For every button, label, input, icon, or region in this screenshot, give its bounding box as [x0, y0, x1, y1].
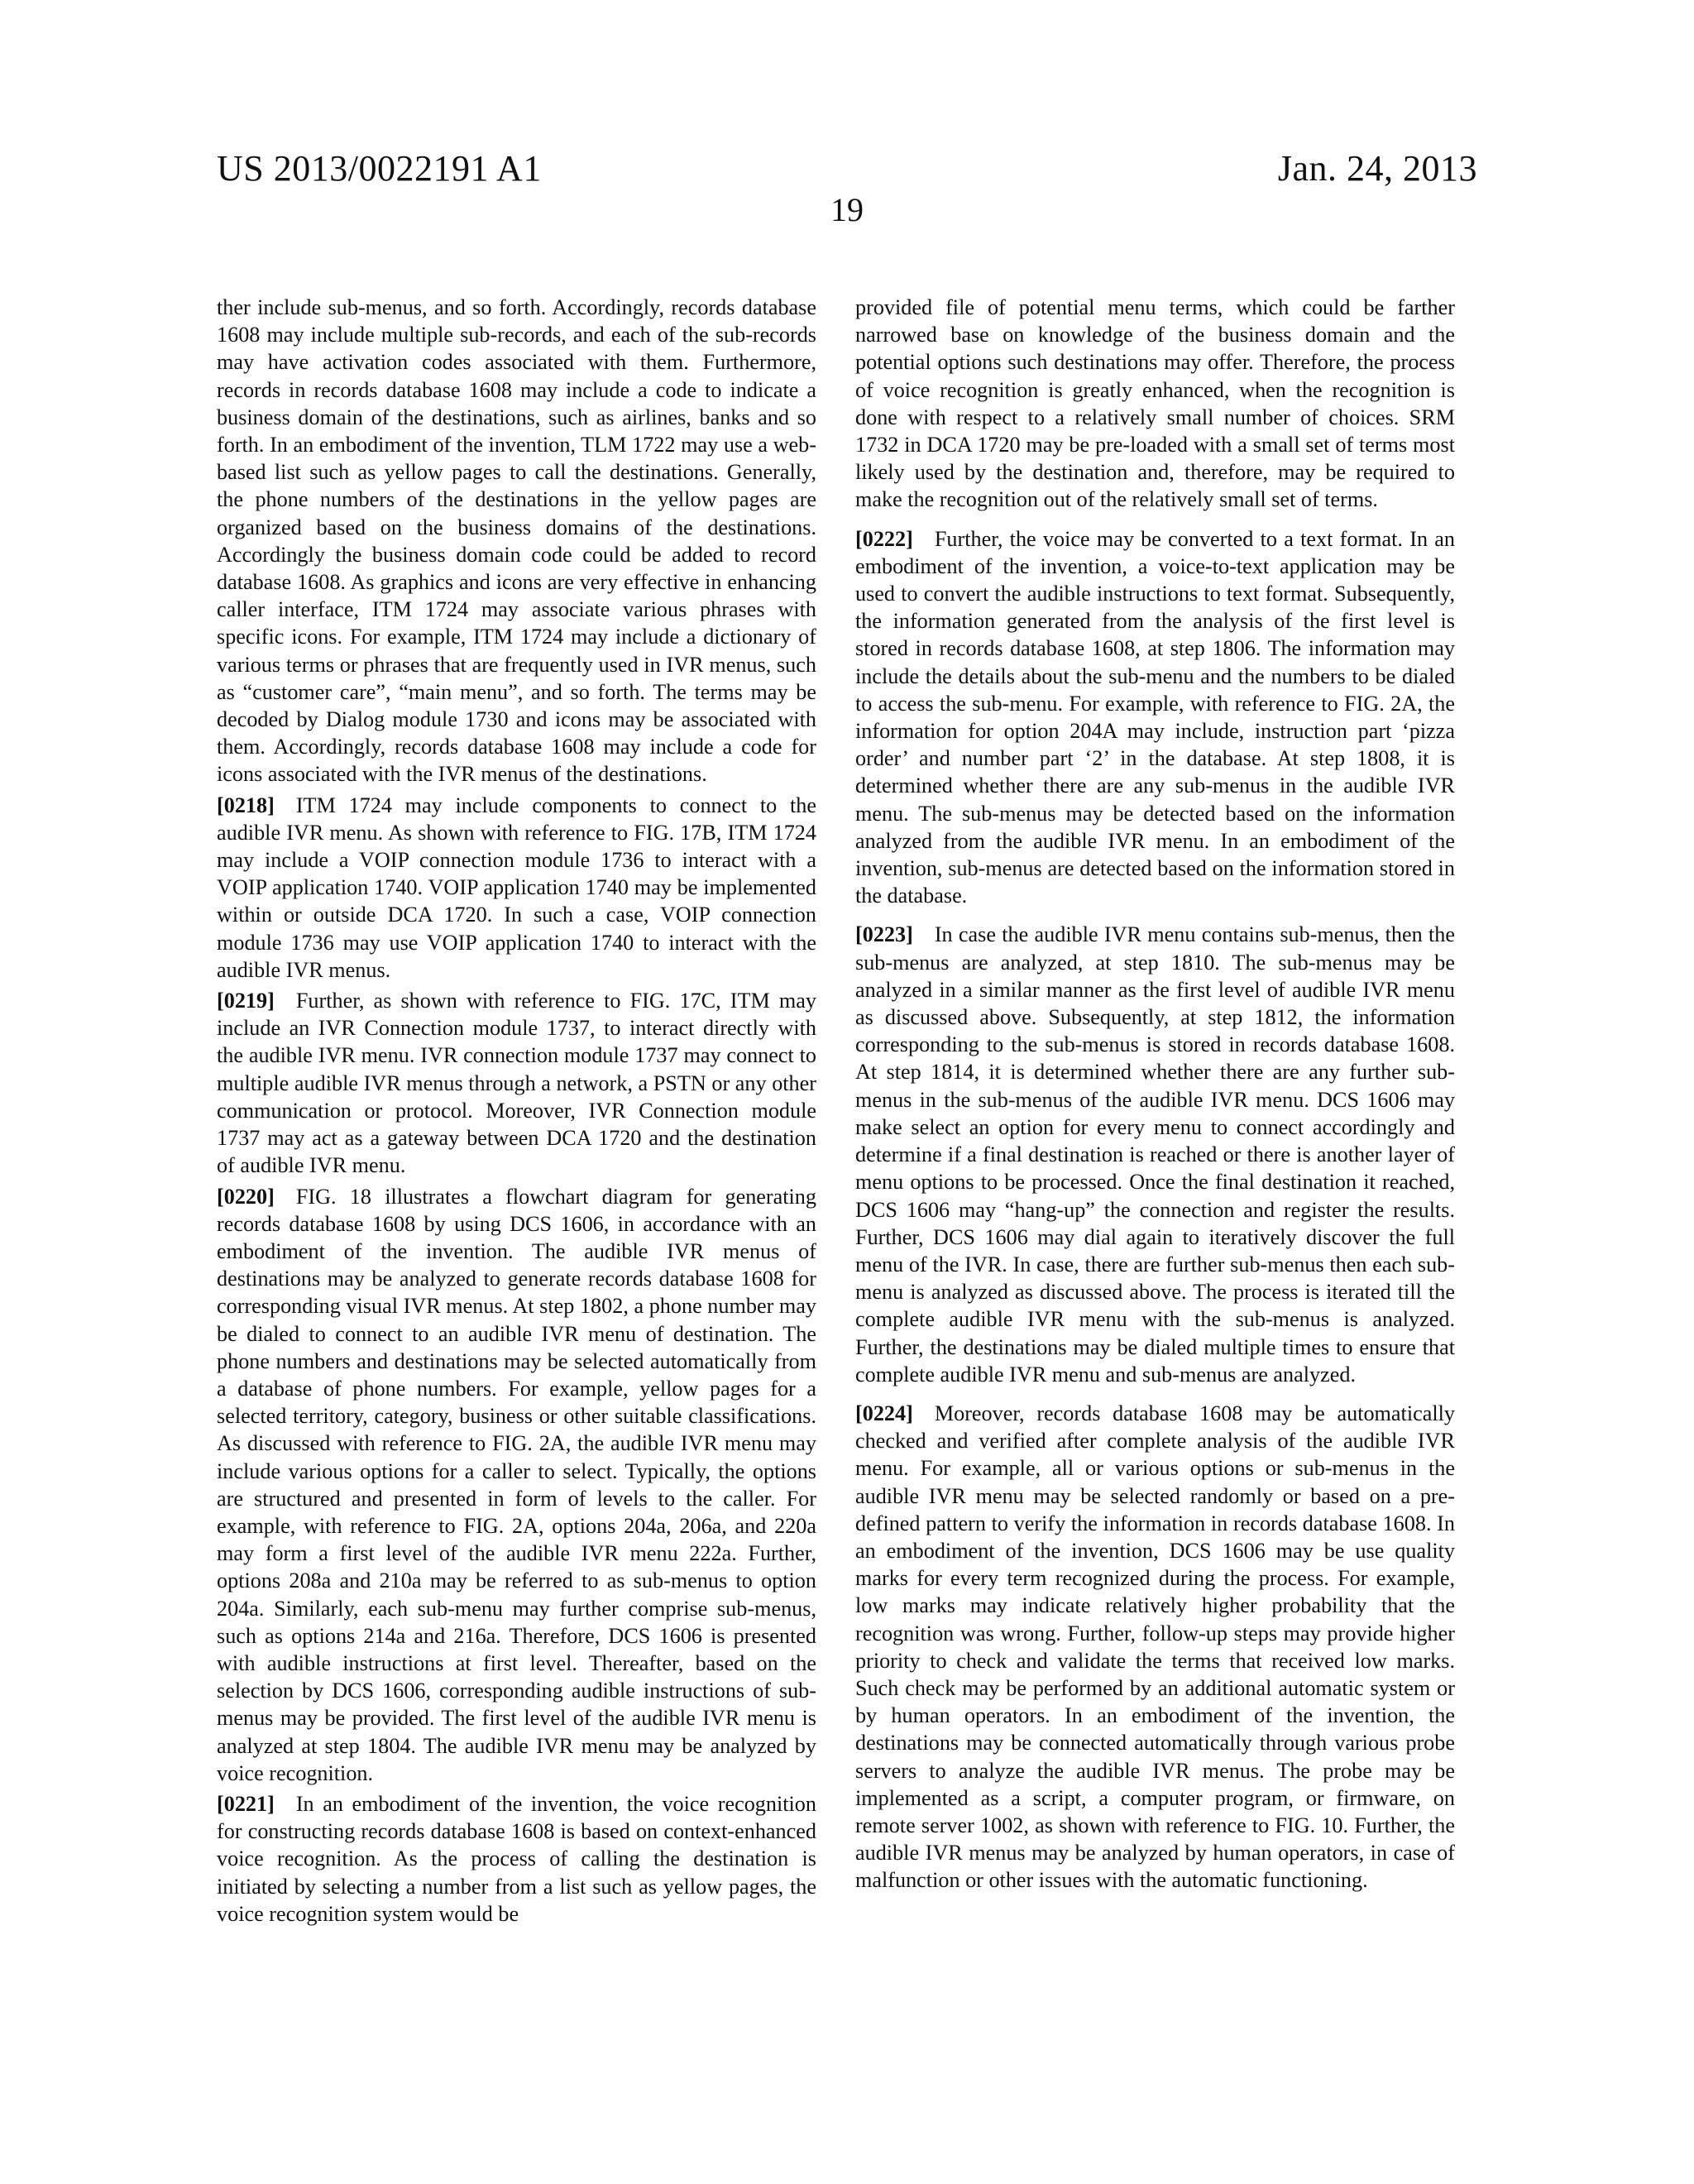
paragraph-text: ther include sub-menus, and so forth. Accordingly, records database 1608 may include multiple sub-records, and each of the sub-records may have activation codes associated with them. Furthermore, records in records database 1608 may include a code to indicate a business domain of the destinations, such as airlines, banks and so forth. In an embodiment of the invention, TLM 1722 may use a web-based list such as yellow pages to call the destinations. Generally, the phone numbers of the destinations in the yellow pages are organized based on the business domains of the destinations. Accordingly the business domain code could be added to record database 1608. As graphics and icons are very effective in enhancing caller interface, ITM 1724 may associate various phrases with specific icons. For example, ITM 1724 may include a dictionary of various terms or phrases that are frequently used in IVR menus, such as “customer care”, “main menu”, and so forth. The terms may be decoded by Dialog module 1730 and icons may be associated with them. Accordingly, records database 1608 may include a code for icons associated with the IVR menus of the destinations.: [217, 295, 816, 787]
paragraph-0222: [855, 525, 1455, 910]
paragraph-text: In case the audible IVR menu contains sub-menus, then the sub-menus are analyzed, at step 1810. The sub-menus may be analyzed in a similar manner as the first level of audible IVR menu as discussed above. Subsequently, at step 1812, the information corresponding to the sub-menus is stored in records database 1608. At step 1814, it is determined whether there are any further sub-menus in the sub-menus of the audible IVR menu. DCS 1606 may make select an option for every menu to connect accordingly and determine if a final destination is reached or there is another layer of menu options to be processed. Once the final destination it reached, DCS 1606 may “hang-up” the connection and register the results. Further, DCS 1606 may dial again to iteratively discover the full menu of the IVR. In case, there are further sub-menus then each sub-menu is analyzed as discussed above. The process is iterated till the complete audible IVR menu with the sub-menus is analyzed. Further, the destinations may be dialed multiple times to ensure that complete audible IVR menu and sub-menus are analyzed.: [855, 922, 1455, 1387]
paragraph-0221: [217, 1790, 816, 1928]
paragraph-number: [0223]: [855, 922, 913, 947]
page-header: [217, 147, 1477, 197]
paragraph-0224: [855, 1400, 1455, 1894]
paragraph-continued: [855, 294, 1455, 514]
left-column: [217, 294, 816, 1931]
publication-date: Jan. 24, 2013: [1277, 148, 1477, 189]
publication-number: US 2013/0022191 A1: [217, 148, 542, 189]
paragraph-continued: [217, 294, 816, 788]
paragraph-text: Further, the voice may be converted to a text format. In an embodiment of the invention, a voice-to-text application may be used to convert the audible instructions to text format. Subsequently, the information generated from the analysis of the first level is stored in records database 1608, at step 1806. The information may include the details about the sub-menu and the numbers to be dialed to access the sub-menu. For example, with reference to FIG. 2A, the information for option 204A may include, instruction part ‘pizza order’ and number part ‘2’ in the database. At step 1808, it is determined whether there are any sub-menus in the audible IVR menu. The sub-menus may be detected based on the information analyzed from the audible IVR menu. In an embodiment of the invention, sub-menus are detected based on the information stored in the database.: [855, 526, 1455, 908]
paragraph-number: [0224]: [855, 1401, 913, 1425]
right-column: [855, 294, 1455, 1898]
paragraph-0220: [217, 1183, 816, 1787]
paragraph-text: Further, as shown with reference to FIG. 17C, ITM may include an IVR Connection module 1737, to interact directly with the audible IVR menu. IVR connection module 1737 may connect to multiple audible IVR menus through a network, a PSTN or any other communication or protocol. Moreover, IVR Connection module 1737 may act as a gateway between DCA 1720 and the destination of audible IVR menu.: [217, 989, 816, 1178]
paragraph-text: provided file of potential menu terms, which could be farther narrowed base on knowledge of the business domain and the potential options such destinations may offer. Therefore, the process of voice recognition is greatly enhanced, when the recognition is done with respect to a relatively small number of choices. SRM 1732 in DCA 1720 may be pre-loaded with a small set of terms most likely used by the destination and, therefore, may be required to make the recognition out of the relatively small set of terms.: [855, 295, 1455, 512]
paragraph-0218: [217, 792, 816, 984]
paragraph-text: In an embodiment of the invention, the voice recognition for constructing records database 1608 is based on context-enhanced voice recognition. As the process of calling the destination is initiated by selecting a number from a list such as yellow pages, the voice recognition system would be: [217, 1791, 816, 1926]
paragraph-0219: [217, 987, 816, 1179]
paragraph-number: [0219]: [217, 989, 275, 1013]
paragraph-number: [0218]: [217, 793, 275, 817]
paragraph-text: ITM 1724 may include components to connect to the audible IVR menu. As shown with reference to FIG. 17B, ITM 1724 may include a VOIP connection module 1736 to interact with a VOIP application 1740. VOIP application 1740 may be implemented within or outside DCA 1720. In such a case, VOIP connection module 1736 may use VOIP application 1740 to interact with the audible IVR menus.: [217, 793, 816, 982]
paragraph-number: [0222]: [855, 526, 913, 551]
paragraph-number: [0221]: [217, 1791, 275, 1816]
paragraph-text: FIG. 18 illustrates a flowchart diagram for generating records database 1608 by using DCS 1606, in accordance with an embodiment of the invention. The audible IVR menus of destinations may be analyzed to generate records database 1608 for corresponding visual IVR menus. At step 1802, a phone number may be dialed to connect to an audible IVR menu of destination. The phone numbers and destinations may be selected automatically from a database of phone numbers. For example, yellow pages for a selected territory, category, business or other suitable classifications. As discussed with reference to FIG. 2A, the audible IVR menu may include various options for a caller to select. Typically, the options are structured and presented in form of levels to the caller. For example, with reference to FIG. 2A, options 204a, 206a, and 220a may form a first level of the audible IVR menu 222a. Further, options 208a and 210a may be referred to as sub-menus to option 204a. Similarly, each sub-menu may further comprise sub-menus, such as options 214a and 216a. Therefore, DCS 1606 is presented with audible instructions at first level. Thereafter, based on the selection by DCS 1606, corresponding audible instructions of sub-menus may be provided. The first level of the audible IVR menu is analyzed at step 1804. The audible IVR menu may be analyzed by voice recognition.: [217, 1184, 816, 1785]
paragraph-text: Moreover, records database 1608 may be automatically checked and verified after complete analysis of the audible IVR menu. For example, all or various options or sub-menus in the audible IVR menu may be selected randomly or based on a pre-defined pattern to verify the information in records database 1608. In an embodiment of the invention, DCS 1606 may be use quality marks for every term recognized during the process. For example, low marks may indicate relatively higher probability that the recognition was wrong. Further, follow-up steps may provide higher priority to check and validate the terms that received low marks. Such check may be performed by an additional automatic system or by human operators. In an embodiment of the invention, the destinations may be connected automatically through various probe servers to analyze the audible IVR menus. The probe may be implemented as a script, a computer program, or firmware, on remote server 1002, as shown with reference to FIG. 10. Further, the audible IVR menus may be analyzed by human operators, in case of malfunction or other issues with the automatic functioning.: [855, 1401, 1455, 1893]
page-number: 19: [830, 191, 864, 228]
paragraph-0223: [855, 921, 1455, 1387]
paragraph-number: [0220]: [217, 1184, 275, 1209]
